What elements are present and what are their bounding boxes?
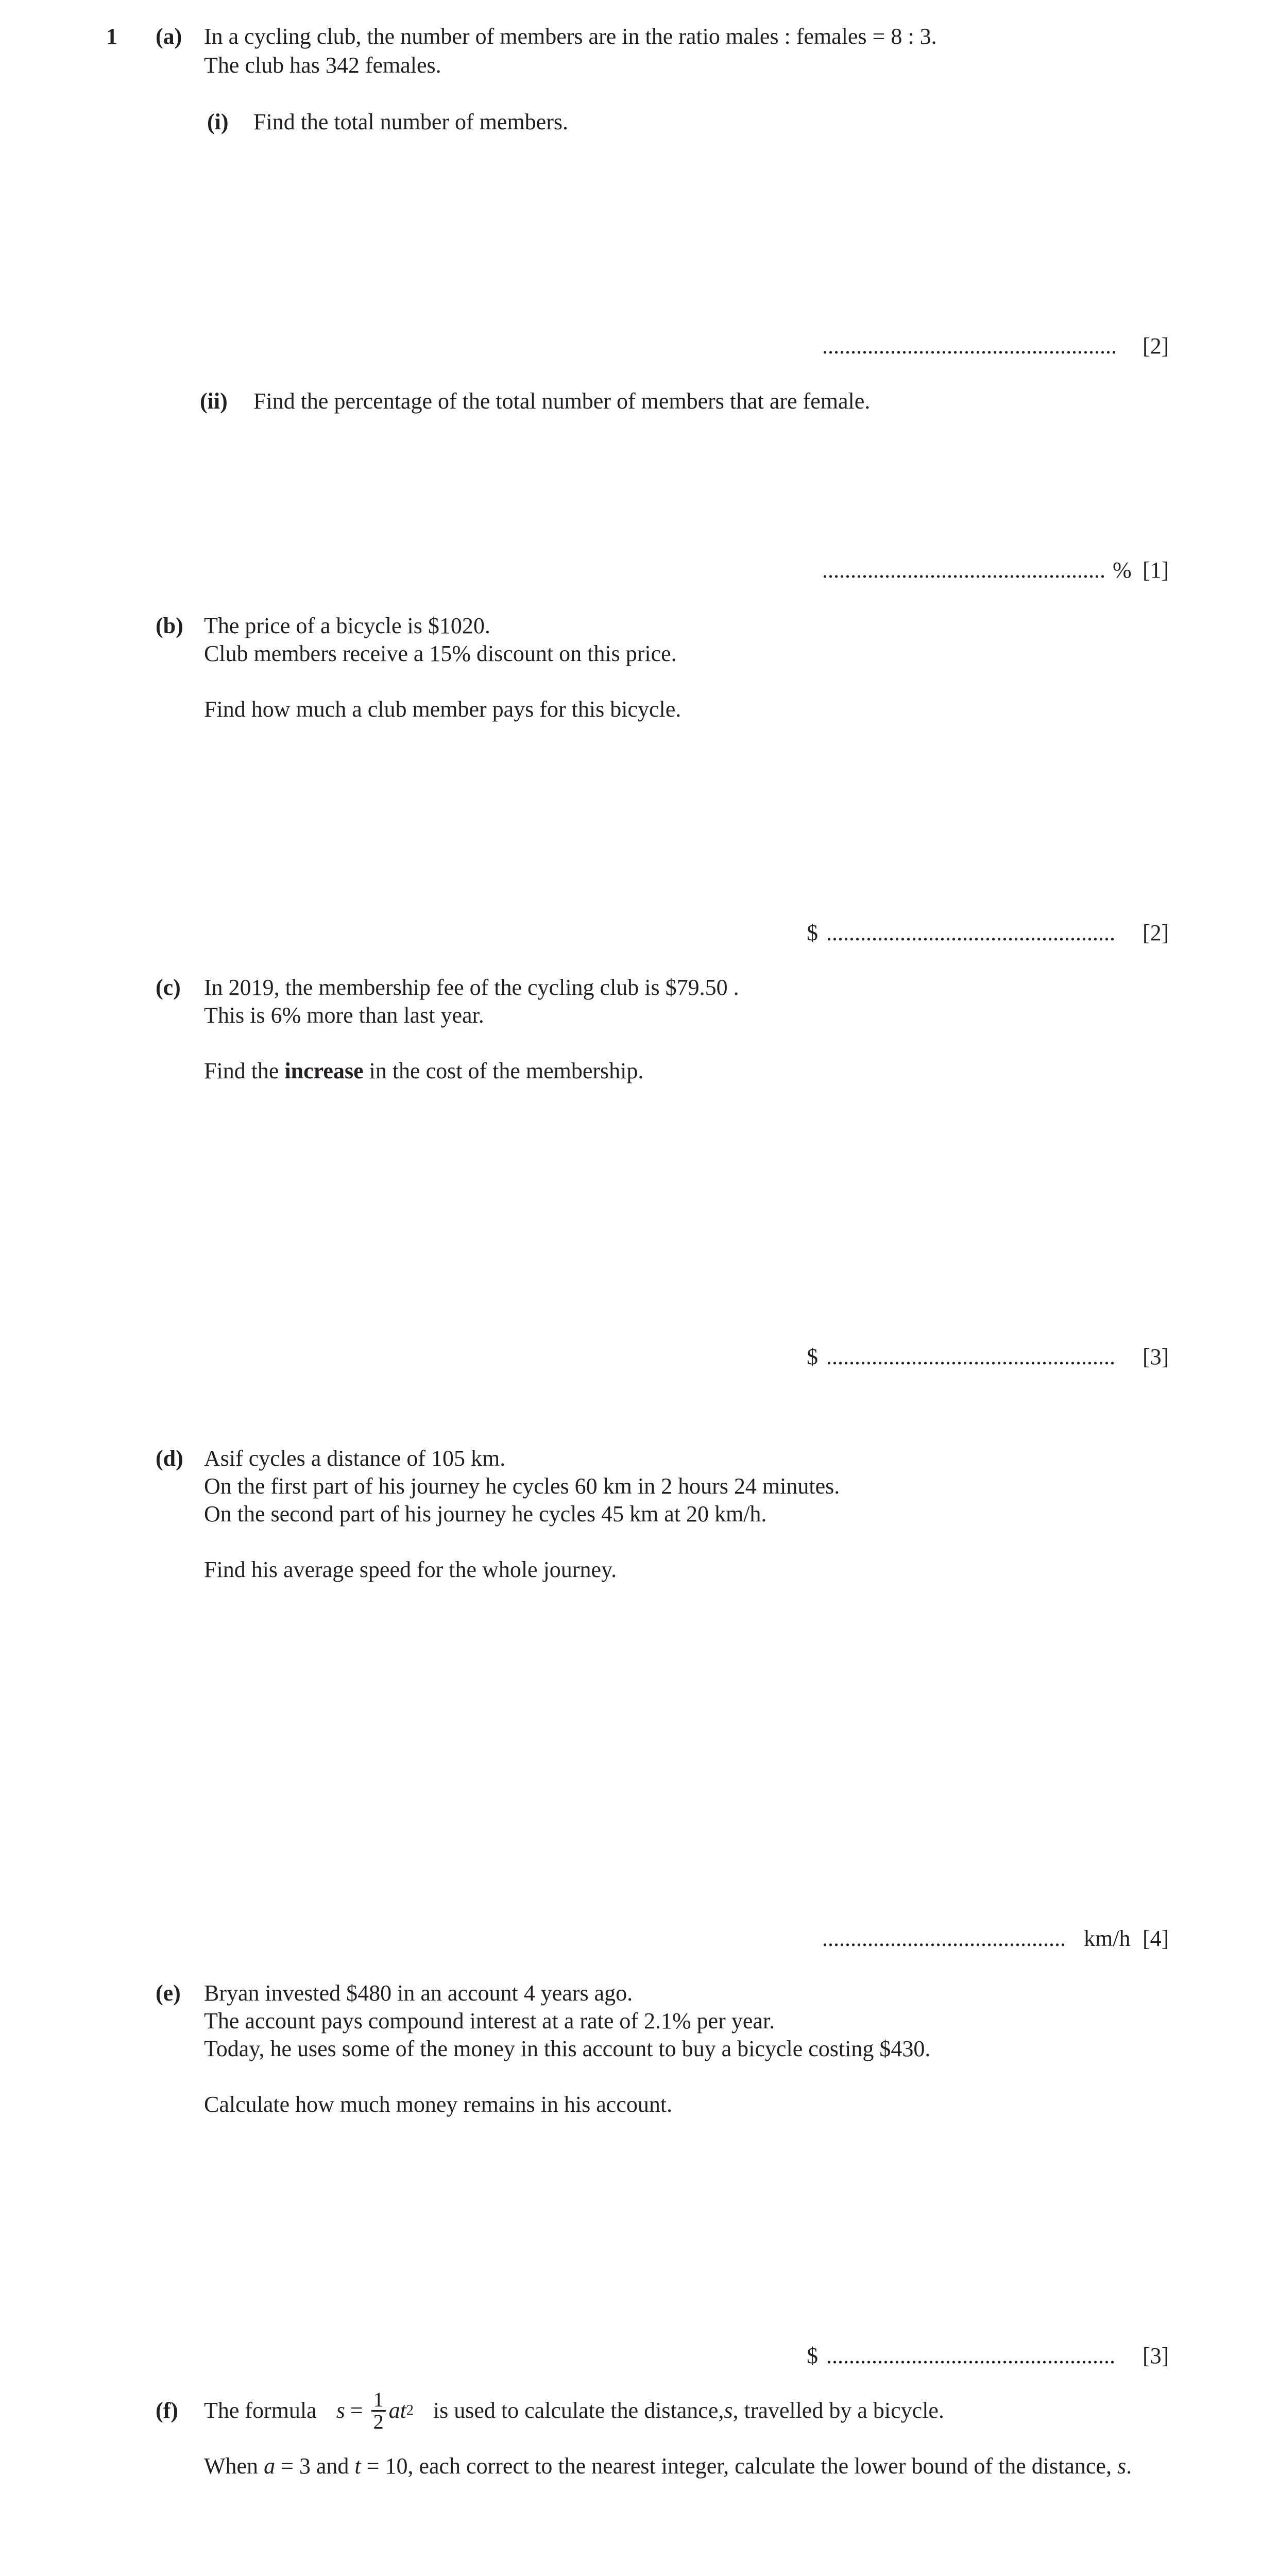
part-e-line3: Today, he uses some of the money in this account to buy a bicycle costing $430. [204, 2036, 931, 2061]
part-a-i-text: Find the total number of members. [253, 109, 568, 134]
part-e-line4: Calculate how much money remains in his account. [204, 2092, 673, 2117]
part-a-i-answer-line[interactable]: .................................................... [822, 333, 1117, 359]
one-half-fraction: $\frac{1}{2}$ [371, 2389, 386, 2432]
part-f-label: (f) [156, 2398, 178, 2423]
part-a-ii-marks: [1] [1143, 557, 1169, 583]
part-e-answer-line[interactable]: ................................................... [826, 2343, 1115, 2368]
part-a-line1: In a cycling club, the number of members are in the ratio males : females = 8 : 3. [204, 24, 937, 49]
part-a-ii-label: (ii) [200, 388, 228, 414]
part-c-label: (c) [156, 975, 181, 1000]
part-a-line2: The club has 342 females. [204, 53, 441, 78]
part-e-label: (e) [156, 1980, 181, 2006]
part-d-label: (d) [156, 1446, 183, 1471]
part-d-answer-line[interactable]: ........................................... [822, 1926, 1066, 1951]
part-b-label: (b) [156, 613, 183, 638]
part-c-line2: This is 6% more than last year. [204, 1003, 484, 1028]
part-f-line2: When a = 3 and t = 10, each correct to the nearest integer, calculate the lower bound of the distance, s. [204, 2453, 1132, 2479]
part-b-line2: Club members receive a 15% discount on this price. [204, 641, 677, 666]
part-d-line1: Asif cycles a distance of 105 km. [204, 1446, 506, 1471]
part-c-line1: In 2019, the membership fee of the cycling club is $79.50 . [204, 975, 739, 1000]
part-e-dollar: $ [807, 2343, 818, 2368]
part-b-line3: Find how much a club member pays for this bicycle. [204, 697, 681, 722]
part-c-answer-line[interactable]: ................................................... [826, 1344, 1115, 1369]
part-b-answer-line[interactable]: ................................................... [826, 920, 1115, 945]
part-a-i-marks: [2] [1143, 333, 1169, 359]
part-c-line3: Find the increase in the cost of the membership. [204, 1058, 644, 1083]
part-a-i-label: (i) [207, 109, 229, 134]
part-e-marks: [3] [1143, 2343, 1169, 2368]
part-c-marks: [3] [1143, 1344, 1169, 1369]
part-b-line1: The price of a bicycle is $1020. [204, 613, 490, 638]
part-d-line3: On the second part of his journey he cycles 45 km at 20 km/h. [204, 1501, 767, 1527]
part-d-marks: [4] [1143, 1926, 1169, 1951]
part-d-unit: km/h [1084, 1926, 1131, 1951]
part-a-label: (a) [156, 24, 182, 49]
question-number: 1 [106, 24, 117, 49]
part-a-ii-answer-line[interactable]: .................................................. [822, 557, 1105, 583]
formula-intro: The formula [204, 2398, 317, 2423]
part-d-line2: On the first part of his journey he cycles 60 km in 2 hours 24 minutes. [204, 1473, 840, 1499]
part-d-line4: Find his average speed for the whole journey. [204, 1557, 617, 1582]
part-c-dollar: $ [807, 1344, 818, 1369]
part-a-ii-unit: % [1113, 557, 1132, 583]
part-b-dollar: $ [807, 920, 818, 945]
part-e-line2: The account pays compound interest at a rate of 2.1% per year. [204, 2008, 775, 2033]
part-e-line1: Bryan invested $480 in an account 4 years ago. [204, 1980, 633, 2006]
part-b-marks: [2] [1143, 920, 1169, 945]
part-f-formula-line: The formula s = $\frac{1}{2}$ at 2 is used to calculate the distance, s , travelled by a bicycle. [204, 2387, 944, 2433]
part-a-ii-text: Find the percentage of the total number of members that are female. [253, 388, 871, 414]
increase-emphasis: increase [284, 1058, 364, 1083]
